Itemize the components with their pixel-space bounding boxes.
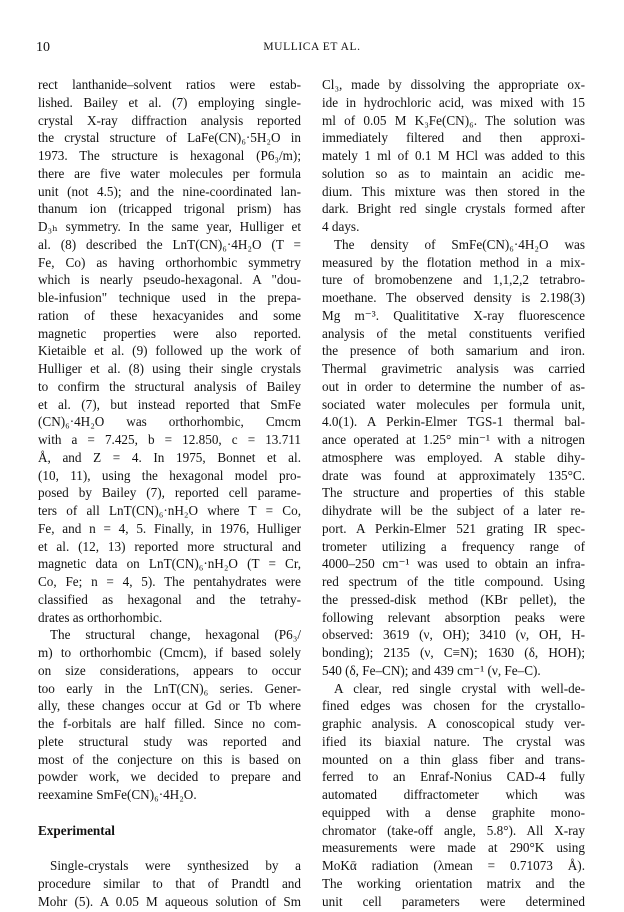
text-line: 4000–250 cm⁻¹ was used to obtain an infra- (322, 556, 585, 572)
text-line: The density of SmFe(CN)₆·4H₂O was (334, 236, 585, 252)
text-line: The working orientation matrix and the (322, 875, 585, 891)
text-line: unit (not 4.5); and the nine-coordinated lan- (38, 183, 301, 199)
text-line: (10, 11), using the hexagonal model pro- (38, 467, 301, 483)
right-column (322, 76, 585, 910)
text-line: classified as hexagonal and the tetrahy- (38, 591, 301, 607)
text-line: Hulliger et al. (8) using their single crystals (38, 361, 301, 376)
text-line: D₃ₕ symmetry. In the same year, Hulliger et (38, 219, 301, 234)
text-line: thanum ion (tricapped trigonal prism) has (38, 201, 301, 217)
text-line: procedure similar to that of Prandtl and (38, 875, 301, 891)
text-line: rect lanthanide–solvent ratios were estab- (38, 77, 301, 92)
text-line: ide in hydrochloric acid, was mixed with 15 (322, 94, 585, 110)
text-line: mounted on a thin glass fiber and trans- (322, 751, 585, 767)
text-line: ml of 0.05 M K₃Fe(CN)₆. The solution was (322, 112, 585, 128)
text-line: reexamine SmFe(CN)₆·4H₂O. (38, 787, 197, 802)
text-line: fined edges was chosen for the crystallo- (322, 698, 585, 714)
running-head: MULLICA ET AL. (263, 41, 361, 53)
text-line: trometer utilizing a frequency range of (322, 538, 585, 554)
text-line: 4.0(1). A Perkin-Elmer TGS-1 thermal bal- (322, 414, 585, 430)
text-line: Mg m⁻³. Qualititative X-ray fluorescence (322, 307, 585, 323)
text-line: ally, these changes occur at Gd or Tb where (38, 698, 301, 714)
text-line: m) to orthorhombic (Cmcm), if based solely (38, 645, 301, 660)
text-line: analysis of the metal constituents verified (322, 325, 585, 341)
spacer (38, 839, 301, 857)
text-line: Fe, and n = 4, 5. Finally, in 1976, Hulliger (38, 520, 301, 536)
text-line: Å, and Z = 4. In 1975, Bonnet et al. (38, 449, 301, 465)
text-line: sociated water molecules per formula unit, (322, 396, 585, 412)
text-line: to confirm the structural analysis of Bailey (38, 378, 301, 394)
text-line: (CN)₆·4H₂O was orthorhombic, Cmcm (38, 414, 301, 430)
section-heading: Experimental (38, 822, 115, 838)
text-line: the crystal structure of LaFe(CN)₆·5H₂O in (38, 130, 301, 146)
text-line: 1973. The structure is hexagonal (P6₃/m); (38, 148, 301, 163)
text-line: with a = 7.425, b = 12.850, c = 13.711 (38, 432, 301, 447)
text-line: on size considerations, appears to occur (38, 662, 301, 678)
text-line: measured by the flotation method in a mix- (322, 254, 585, 270)
text-line: automated diffractometer which was (322, 787, 585, 802)
text-line: Single-crystals were synthesized by a (50, 858, 301, 873)
text-line: there are five water molecules per formula (38, 165, 301, 181)
text-line: Kietaible et al. (9) followed up the work of (38, 343, 301, 359)
text-line: et al. (12, 13) reported more structural and (38, 538, 301, 554)
spacer (38, 804, 301, 822)
text-line: dark. Bright red single crystals formed after (322, 201, 585, 217)
text-line: Cl₃, made by dissolving the appropriate ox- (322, 77, 585, 92)
text-line: atmosphere was employed. A stable dihy- (322, 449, 585, 465)
text-line: ance operated at 1.25° min⁻¹ with a nitrogen (322, 432, 585, 447)
text-line: the presence of both samarium and iron. (322, 343, 585, 359)
text-line: the pressed-disk method (KBr pellet), the (322, 591, 585, 607)
text-line: equipped with a dense graphite mono- (322, 804, 585, 820)
text-line: Thermal gravimetric analysis was carried (322, 361, 585, 376)
text-line: chromator (take-off angle, 5.8°). All X-ray (322, 822, 585, 838)
text-line: The structure and properties of this stable (322, 485, 585, 501)
text-line: crystal X-ray diffraction analysis reported (38, 112, 301, 128)
text-line: ble-infusion" technique used in the prepa- (38, 290, 301, 305)
text-line: drate was found at approximately 135°C. (322, 467, 585, 483)
text-line: The structural change, hexagonal (P6₃/ (50, 627, 301, 643)
text-line: drates as orthorhombic. (38, 609, 163, 625)
text-line: most of the conjecture on this is based on (38, 751, 301, 767)
text-line: magnetic properties were also reported. (38, 325, 301, 341)
text-line: too early in the LnT(CN)₆ series. Gener- (38, 680, 301, 696)
text-line: Fe, Co) as having orthorhombic symmetry (38, 254, 301, 270)
text-line: the f-orbitals are half filled. Since no com- (38, 716, 301, 731)
text-line: A clear, red single crystal with well-de- (334, 680, 585, 696)
text-line: ified its biaxial nature. The crystal was (322, 733, 585, 749)
text-line: ferred to an Enraf-Nonius CAD-4 fully (322, 769, 585, 785)
text-line: bonding); 2135 (ν, C≡N); 1630 (δ, HOH); (322, 645, 585, 660)
text-line: posed by Bailey (7), reported cell parame- (38, 485, 301, 501)
text-line: dium. This mixture was then stored in the (322, 183, 585, 199)
text-line: following relevant absorption peaks were (322, 609, 585, 625)
text-line: magnetic data on LnT(CN)₆·nH₂O (T = Cr, (38, 556, 301, 572)
text-line: immediately filtered and then approxi- (322, 130, 585, 146)
text-line: Co, Fe; n = 4, 5). The pentahydrates were (38, 574, 301, 589)
text-line: 540 (δ, Fe–CN); and 439 cm⁻¹ (ν, Fe–C). (322, 662, 541, 678)
text-line: al. (8) described the LnT(CN)₆·4H₂O (T = (38, 236, 301, 252)
text-line: lished. Bailey et al. (7) employing single- (38, 94, 301, 110)
text-line: ration of these hexacyanides and some (38, 307, 301, 323)
text-line: et al. (7), but instead reported that SmFe (38, 396, 301, 412)
text-line: ters of all LnT(CN)₆·nH₂O where T = Co, (38, 503, 301, 518)
text-line: moethane. The observed density is 2.198(3) (322, 290, 585, 305)
text-line: unit cell parameters were determined (322, 893, 585, 909)
text-line: powder work, we decided to prepare and (38, 769, 301, 785)
text-line: dihydrate will be the subject of a later re- (322, 503, 585, 518)
text-line: mately 1 ml of 0.1 M HCl was added to this (322, 148, 585, 163)
text-line: measurements were made at 290°K using (322, 840, 585, 856)
text-line: red spectrum of the title compound. Using (322, 574, 585, 589)
page-header (0, 40, 624, 58)
left-column (38, 76, 301, 910)
text-line: Mohr (5). A 0.05 M aqueous solution of Sm (38, 893, 301, 909)
text-line: solution so as to maintain an acidic me- (322, 165, 585, 181)
text-line: MoKᾱ radiation (λmean = 0.71073 Å). (322, 858, 585, 873)
page-number: 10 (36, 40, 50, 55)
text-line: out in order to determine the number of as- (322, 378, 585, 394)
text-line: observed: 3619 (ν, OH); 3410 (ν, OH, H- (322, 627, 585, 643)
text-line: 4 days. (322, 219, 360, 234)
text-line: plete structural study was reported and (38, 733, 301, 749)
text-line: graphic analysis. A conoscopical study ver- (322, 716, 585, 731)
text-line: ture of bromobenzene and 1,1,2,2 tetrabro- (322, 272, 585, 288)
text-line: which is nearly pseudo-hexagonal. A "dou- (38, 272, 301, 288)
text-line: port. A Perkin-Elmer 521 grating IR spec- (322, 520, 585, 536)
